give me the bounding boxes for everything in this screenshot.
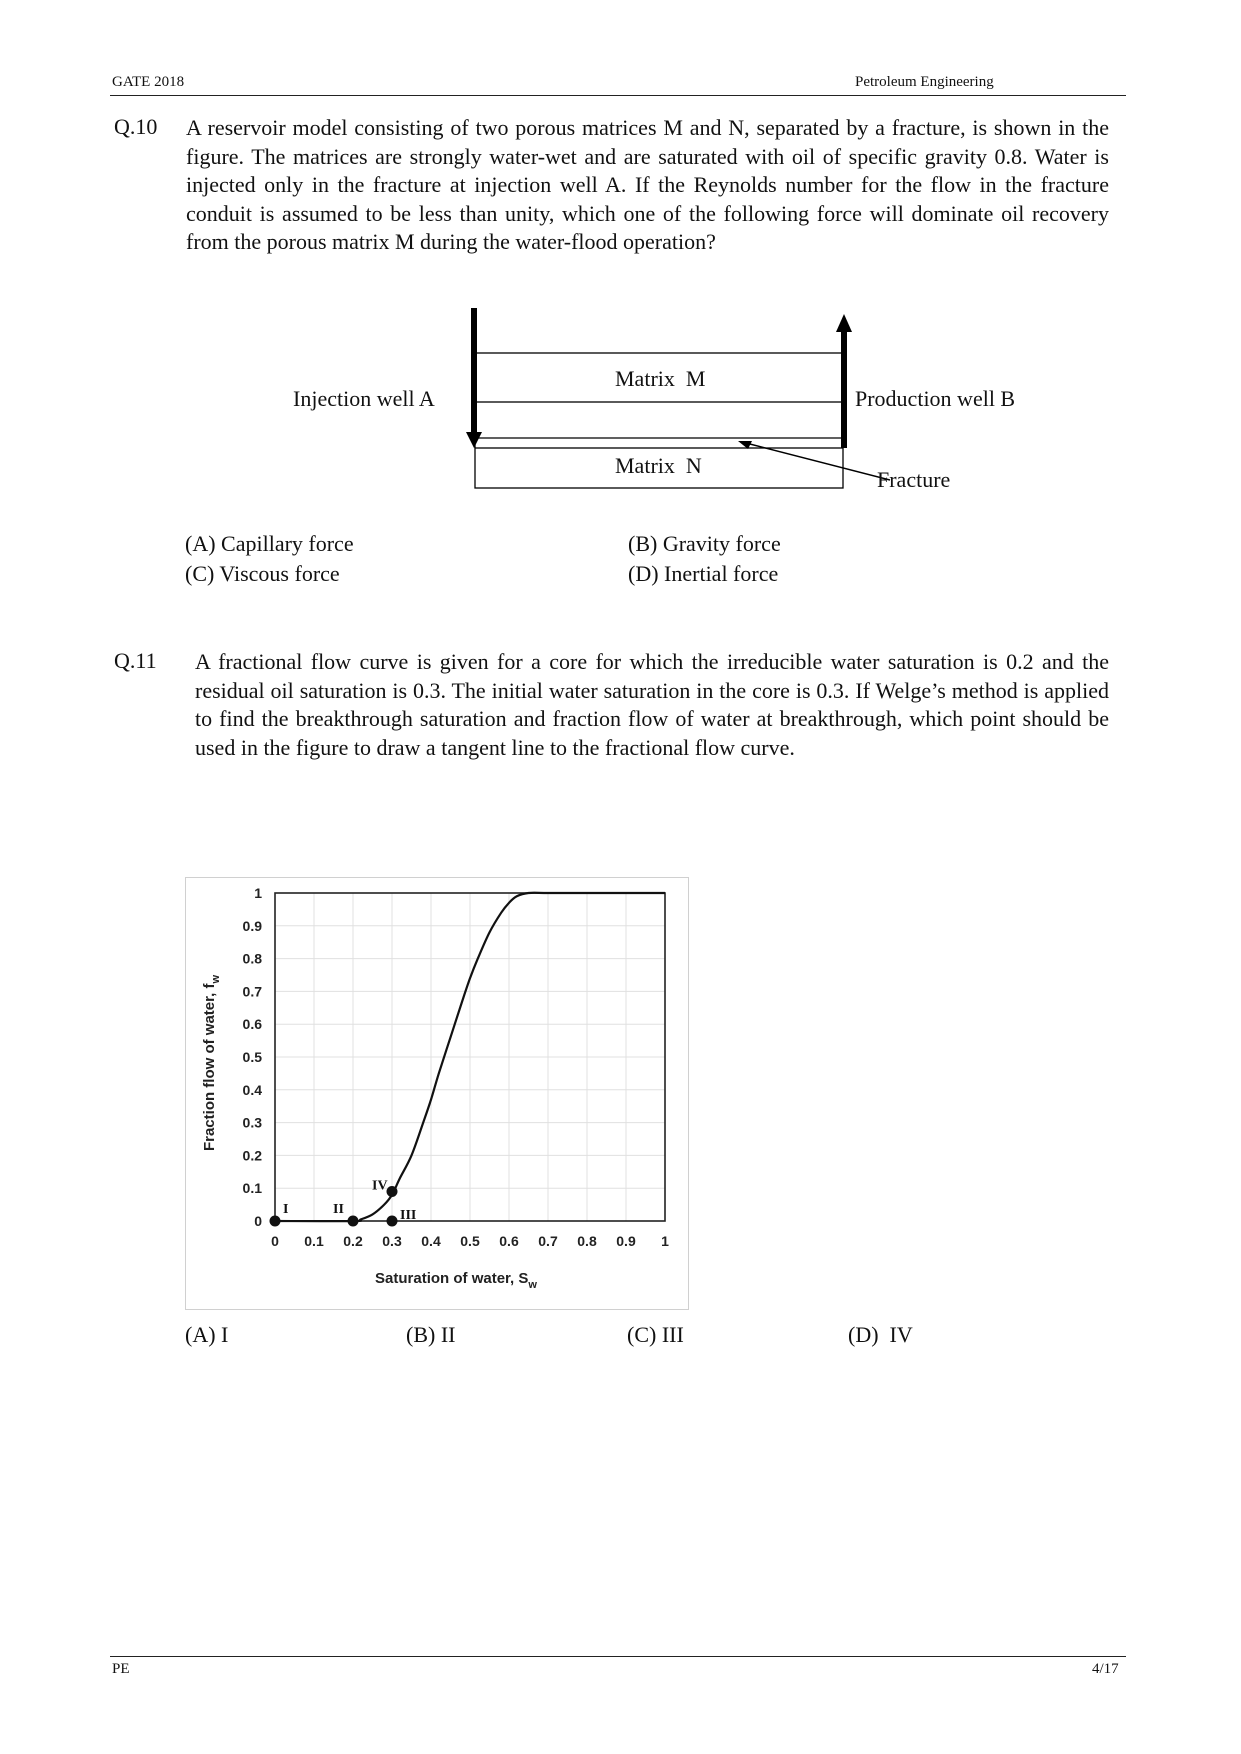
matrix-m-label: Matrix M	[615, 366, 706, 391]
q10-number: Q.10	[114, 114, 158, 139]
footer-right: 4/17	[1092, 1661, 1119, 1677]
q10-text: A reservoir model consisting of two porous matrices M and N, separated by a fracture, is shown in the figure. The matrices are strongly water-wet and are saturated with oil of specific gravity 0.8. Water is injected only in the fracture at injection well A. If the Reynolds number for the flow in the fracture conduit is assumed to be less than unity, which one of the following force will dominate oil recovery from the porous matrix M during the water-flood operation?	[186, 115, 1109, 255]
header-rule	[110, 95, 1126, 96]
x-tick-label: 0	[271, 1233, 279, 1249]
header-right: Petroleum Engineering	[855, 74, 994, 90]
x-tick-label: 0.6	[499, 1233, 519, 1249]
q11-option-d[interactable]: (D) IV	[848, 1322, 913, 1347]
point-i	[270, 1216, 281, 1227]
y-tick-label: 0.8	[242, 950, 262, 967]
q11-option-a[interactable]: (A) I	[185, 1322, 229, 1347]
chart-grid	[275, 893, 665, 1221]
production-arrow-icon	[836, 314, 852, 332]
x-tick-label: 0.1	[304, 1233, 324, 1249]
q11-option-c[interactable]: (C) III	[627, 1322, 684, 1347]
point-iii	[387, 1216, 398, 1227]
y-tick-label: 0.7	[242, 983, 262, 1000]
q11-option-b[interactable]: (B) II	[406, 1322, 456, 1347]
y-tick-label: 0.1	[242, 1180, 262, 1197]
chart-ylabel: Fraction flow of water, $f_w$	[201, 974, 222, 1152]
q10-option-c[interactable]: (C) Viscous force	[185, 561, 340, 586]
chart-canvas	[186, 878, 688, 1309]
y-tick-label: 0.3	[242, 1114, 262, 1131]
x-tick-label: 0.5	[460, 1233, 480, 1249]
y-tick-label: 0.2	[242, 1147, 262, 1164]
point-ii	[348, 1216, 359, 1227]
q11-number: Q.11	[114, 648, 157, 673]
x-tick-label: 0.8	[577, 1233, 597, 1249]
q10-option-d[interactable]: (D) Inertial force	[628, 561, 779, 586]
point-label-i: I	[283, 1202, 289, 1217]
fractional-flow-chart	[185, 877, 689, 1310]
y-tick-label: 0	[254, 1213, 262, 1229]
q10-option-a[interactable]: (A) Capillary force	[185, 531, 354, 556]
fracture-label: Fracture	[877, 467, 951, 492]
injection-well-label: Injection well A	[293, 386, 435, 411]
q11-text: A fractional flow curve is given for a core for which the irreducible water saturation is 0.2 and the residual oil saturation is 0.3. The initial water saturation in the core is 0.3. If Welge’s method is applied to find the breakthrough saturation and fraction flow of water at breakthrough, which point should be used in the figure to draw a tangent line to the fractional flow curve.	[195, 649, 1109, 760]
point-label-ii: II	[333, 1202, 344, 1217]
point-label-iv: IV	[372, 1178, 388, 1194]
q10-option-b[interactable]: (B) Gravity force	[628, 531, 781, 556]
point-label-iii: III	[400, 1208, 417, 1223]
y-tick-label: 0.5	[242, 1049, 262, 1065]
x-tick-label: 0.9	[616, 1233, 636, 1249]
x-tick-label: 0.2	[343, 1233, 363, 1249]
point-iv	[387, 1186, 398, 1197]
y-tick-label: 1	[254, 885, 262, 901]
footer-rule	[110, 1656, 1126, 1657]
y-tick-label: 0.4	[242, 1081, 262, 1098]
matrix-n-label: Matrix N	[615, 453, 702, 478]
footer-left: PE	[112, 1661, 130, 1677]
header-left: GATE 2018	[112, 74, 185, 90]
injection-arrow-icon	[466, 432, 482, 448]
chart-points	[270, 1178, 417, 1226]
chart-ticks	[243, 885, 670, 1249]
x-tick-label: 1	[661, 1233, 669, 1249]
x-tick-label: 0.4	[421, 1233, 441, 1249]
x-tick-label: 0.3	[382, 1233, 402, 1249]
x-tick-label: 0.7	[538, 1233, 558, 1249]
y-tick-label: 0.6	[242, 1016, 262, 1033]
chart-xlabel: Saturation of water, $S_w$	[375, 1270, 537, 1291]
production-well-label: Production well B	[855, 386, 1016, 411]
y-tick-label: 0.9	[242, 917, 262, 934]
